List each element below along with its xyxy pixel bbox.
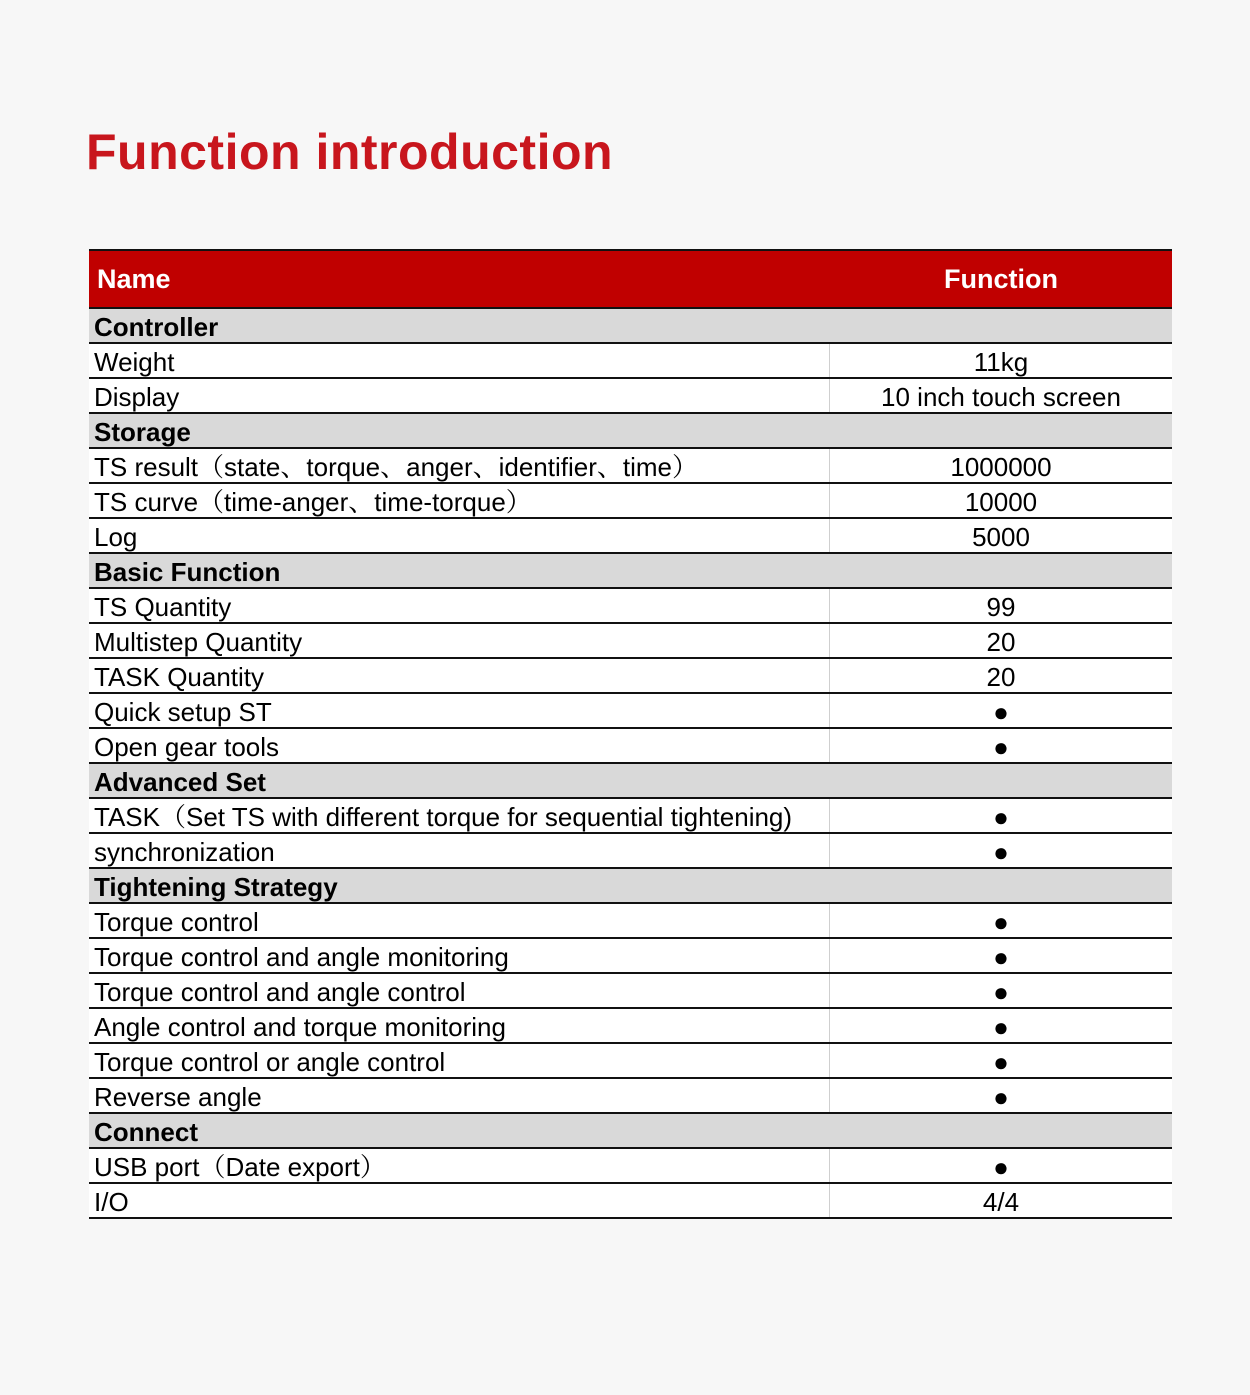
table-row [89, 379, 1172, 414]
row-name-cell: Open gear tools [89, 729, 830, 762]
row-value-cell: 20 [986, 662, 1016, 692]
row-name-cell: I/O [89, 1184, 830, 1217]
section-heading: Storage [89, 414, 1172, 449]
table-row [89, 904, 1172, 939]
row-name-cell: USB port（Date export） [89, 1149, 830, 1182]
row-name-cell: TS Quantity [89, 589, 830, 622]
section-heading: Tightening Strategy [89, 869, 1172, 904]
row-value-cell: 4/4 [982, 1187, 1020, 1217]
table-row [89, 939, 1172, 974]
supported-dot-icon: ● [993, 907, 1009, 937]
row-value-cell: 11kg [973, 347, 1029, 377]
spec-table [89, 249, 1172, 1219]
row-name-cell: Display [89, 379, 830, 412]
row-name-cell: Torque control [89, 904, 830, 937]
row-name-cell: Torque control and angle monitoring [89, 939, 830, 972]
supported-dot-icon: ● [993, 732, 1009, 762]
row-name-cell: Quick setup ST [89, 694, 830, 727]
row-name-cell: Angle control and torque monitoring [89, 1009, 830, 1042]
row-name-cell: TASK（Set TS with different torque for sequential tightening) [89, 799, 830, 832]
section-heading: Advanced Set [89, 764, 1172, 799]
table-row [89, 659, 1172, 694]
table-row [89, 484, 1172, 519]
header-function-cell: Function [944, 263, 1058, 294]
row-value-cell: 1000000 [950, 452, 1052, 482]
row-name-cell: Torque control or angle control [89, 1044, 830, 1077]
page-title: Function introduction [86, 124, 614, 180]
table-body [89, 309, 1172, 1219]
supported-dot-icon: ● [993, 1047, 1009, 1077]
table-row [89, 519, 1172, 554]
supported-dot-icon: ● [993, 697, 1009, 727]
table-row [89, 1079, 1172, 1114]
table-header-row [89, 251, 1172, 309]
row-name-cell: TS result（state、torque、anger、identifier、time） [89, 449, 830, 482]
header-name-cell: Name [97, 263, 171, 294]
table-row [89, 1044, 1172, 1079]
row-value-cell: 20 [986, 627, 1016, 657]
row-name-cell: synchronization [89, 834, 830, 867]
table-row [89, 449, 1172, 484]
row-value-cell: 10000 [964, 487, 1038, 517]
table-row [89, 1149, 1172, 1184]
table-row [89, 1184, 1172, 1219]
table-row [89, 694, 1172, 729]
supported-dot-icon: ● [993, 837, 1009, 867]
table-row [89, 729, 1172, 764]
supported-dot-icon: ● [993, 1012, 1009, 1042]
section-heading: Connect [89, 1114, 1172, 1149]
row-value-cell: 99 [986, 592, 1016, 622]
table-row [89, 799, 1172, 834]
row-name-cell: Weight [89, 344, 830, 377]
table-row [89, 974, 1172, 1009]
row-value-cell: 10 inch touch screen [881, 382, 1121, 412]
section-heading: Controller [89, 309, 1172, 344]
supported-dot-icon: ● [993, 1082, 1009, 1112]
row-name-cell: Torque control and angle control [89, 974, 830, 1007]
table-row [89, 624, 1172, 659]
table-row [89, 834, 1172, 869]
supported-dot-icon: ● [993, 977, 1009, 1007]
supported-dot-icon: ● [993, 942, 1009, 972]
section-heading: Basic Function [89, 554, 1172, 589]
supported-dot-icon: ● [993, 1152, 1009, 1182]
table-row [89, 344, 1172, 379]
row-name-cell: TASK Quantity [89, 659, 830, 692]
row-name-cell: Multistep Quantity [89, 624, 830, 657]
row-name-cell: Reverse angle [89, 1079, 830, 1112]
supported-dot-icon: ● [993, 802, 1009, 832]
table-row [89, 589, 1172, 624]
row-value-cell: 5000 [972, 522, 1030, 552]
row-name-cell: TS curve（time-anger、time-torque） [89, 484, 830, 517]
row-name-cell: Log [89, 519, 830, 552]
table-row [89, 1009, 1172, 1044]
